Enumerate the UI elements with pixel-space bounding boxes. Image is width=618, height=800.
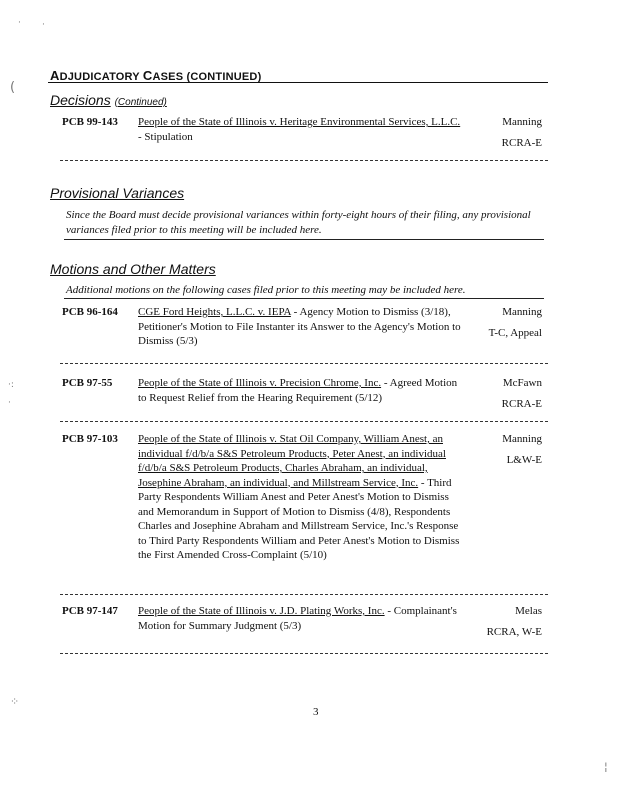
case-action: - Agreed Motion to Request Relief from the Hearing Requirement (5/12) [138, 377, 458, 404]
case-number: PCB 96-164 [62, 306, 118, 318]
scan-speck: · [42, 20, 45, 30]
motions-note: Additional motions on the following cases filed prior to this meeting may be included here. [66, 284, 466, 296]
case-law-category: L&W-E [506, 454, 542, 466]
scan-speck: ·: [8, 380, 14, 390]
case-entry [62, 376, 548, 410]
divider [60, 653, 548, 654]
case-number: PCB 97-55 [62, 377, 113, 389]
scan-speck: ⁘ [10, 695, 20, 708]
case-description [138, 305, 463, 349]
case-number: PCB 97-147 [62, 605, 118, 617]
case-law-category: RCRA-E [501, 398, 542, 410]
scan-speck: · [8, 398, 11, 408]
case-description [138, 604, 463, 633]
case-entry [62, 432, 548, 582]
case-number: PCB 97-103 [62, 433, 118, 445]
case-title-link[interactable]: CGE Ford Heights, L.L.C. v. IEPA [138, 306, 291, 318]
case-staff: Manning [502, 116, 542, 128]
divider [60, 594, 548, 595]
scan-speck: ¦ [604, 760, 608, 773]
case-title-link[interactable]: People of the State of Illinois v. Stat Oil Company, William Anest, an individual f/d/b/a S&S Petroleum Products, Peter Anest, an individual f/d/b/a S&S Petroleum Products, Charles Abraham, an individual, Josephine Abraham, an individual, and Millstream Service, Inc. [138, 433, 446, 489]
scan-speck: · [18, 18, 21, 28]
divider [60, 160, 548, 161]
case-action: - Complainant's Motion for Summary Judgment (5/3) [138, 605, 457, 632]
section-rule [48, 82, 548, 83]
case-action: - Stipulation [138, 130, 193, 143]
case-staff: Melas [515, 605, 542, 617]
case-number: PCB 99-143 [62, 116, 118, 128]
case-title-link[interactable]: People of the State of Illinois v. Heritage Environmental Services, L.L.C. [138, 116, 461, 128]
case-staff: Manning [502, 306, 542, 318]
page-number: 3 [313, 706, 319, 718]
case-description [138, 432, 463, 563]
case-staff: Manning [502, 433, 542, 445]
case-title-link[interactable]: People of the State of Illinois v. Precision Chrome, Inc. [138, 377, 382, 389]
case-law-category: T-C, Appeal [488, 327, 542, 339]
divider [60, 363, 548, 364]
case-title-link[interactable]: People of the State of Illinois v. J.D. Plating Works, Inc. [138, 605, 385, 617]
case-description [138, 376, 463, 405]
case-action: - Agency Motion to Dismiss (3/18), Petitioner's Motion to File Instanter its Answer to the Agency's Motion to Dismiss (5/3) [138, 306, 461, 347]
case-entry [62, 305, 548, 353]
provisional-note: Since the Board must decide provisional variances within forty-eight hours of their filing, any provisional variances filed prior to this meeting will be included here. [66, 209, 531, 236]
case-action: - Third Party Respondents William Anest and Peter Anest's Motion to Dismiss and Memorandum in Support of Motion to Dismiss (4/8), Respondents Charles and Josephine Abraham and Millstream Service, Inc.'s Response to Third Party Respondents William and Peter Anest's Motion to Dismiss the First Amended Cross-Complaint (5/10) [138, 476, 460, 561]
case-law-category: RCRA-E [501, 137, 542, 149]
divider [60, 421, 548, 422]
scan-speck: ( [10, 80, 16, 95]
case-description [138, 115, 463, 144]
divider [64, 239, 544, 240]
divider [64, 298, 544, 299]
case-law-category: RCRA, W-E [486, 626, 542, 638]
section-title: ADJUDICATORY CASES (CONTINUED) [50, 68, 262, 83]
case-entry [62, 604, 548, 640]
case-entry [62, 115, 548, 149]
motions-heading: Motions and Other Matters [50, 261, 216, 277]
provisional-heading: Provisional Variances [50, 185, 185, 201]
decisions-heading: Decisions (Continued) [50, 92, 167, 108]
case-staff: McFawn [502, 377, 542, 389]
